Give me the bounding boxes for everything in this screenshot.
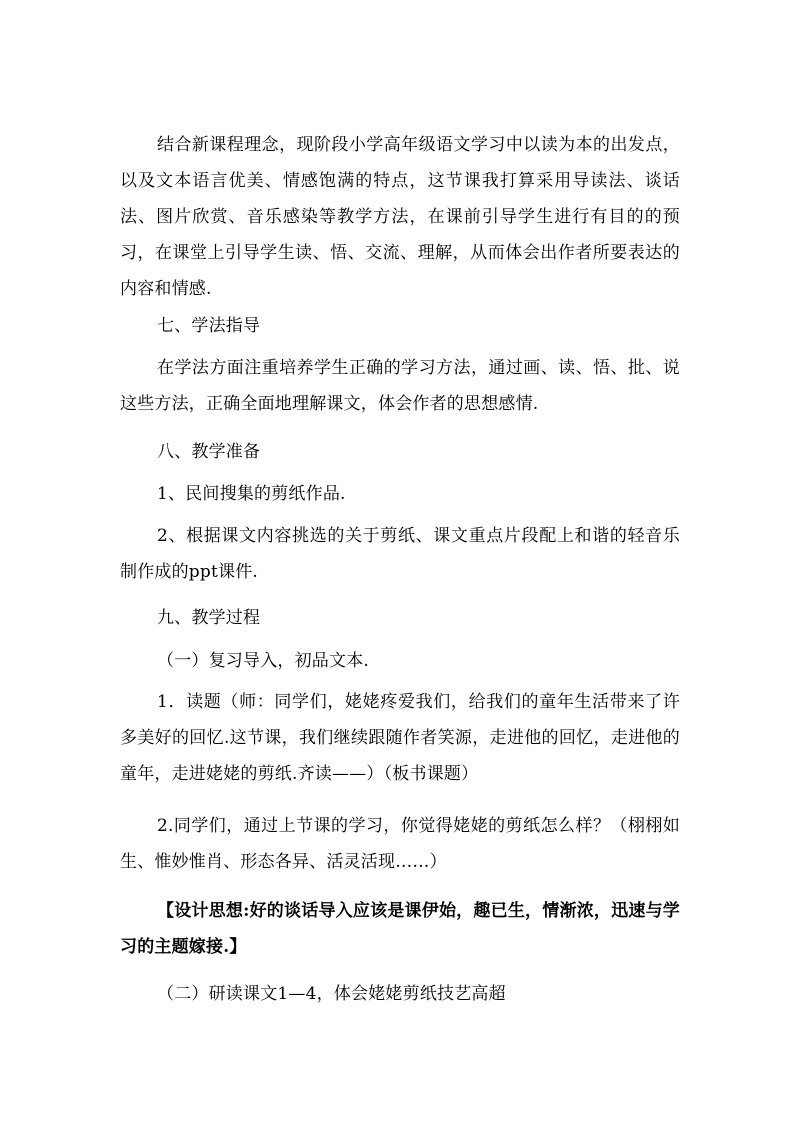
process-step-2-title: （二）研读课文1—4，体会姥姥剪纸技艺高超 xyxy=(157,984,506,1004)
intro-paragraph: 结合新课程理念，现阶段小学高年级语文学习中以读为本的出发点，以及文本语言优美、情感饱满的特点，这节课我打算采用导读法、谈话法、图片欣赏、音乐感染等教学方法，在课前引导学生进行有目的的预习，在课堂上引导学生读、悟、交流、理解，从而体会出作者所要表达的内容和情感. xyxy=(120,135,680,299)
section-heading-preparation: 八、教学准备 xyxy=(157,442,261,462)
preparation-item-1: 1、民间搜集的剪纸作品. xyxy=(157,484,346,504)
process-step-1-item-2: 2.同学们，通过上节课的学习，你觉得姥姥的剪纸怎么样？（栩栩如生、惟妙惟肖、形态各异、活灵活现……） xyxy=(120,816,680,872)
study-method-paragraph: 在学法方面注重培养学生正确的学习方法，通过画、读、悟、批、说这些方法，正确全面地理解课文，体会作者的思想感情. xyxy=(120,358,680,414)
section-heading-process: 九、教学过程 xyxy=(157,608,261,628)
process-step-1-title: （一）复习导入，初品文本. xyxy=(157,651,370,671)
design-thought-note: 【设计思想:好的谈话导入应该是课伊始，趣已生，情渐浓，迅速与学习的主题嫁接.】 xyxy=(120,901,680,957)
section-heading-study-method: 七、学法指导 xyxy=(157,316,261,336)
preparation-item-2: 2、根据课文内容挑选的关于剪纸、课文重点片段配上和谐的轻音乐制作成的ppt课件. xyxy=(120,526,680,582)
process-step-1-item-1: 1．读题（师：同学们，姥姥疼爱我们，给我们的童年生活带来了许多美好的回忆.这节课，我们继续跟随作者笑源，走进他的回忆，走进他的童年，走进姥姥的剪纸.齐读——）（板书课题） xyxy=(120,692,680,784)
